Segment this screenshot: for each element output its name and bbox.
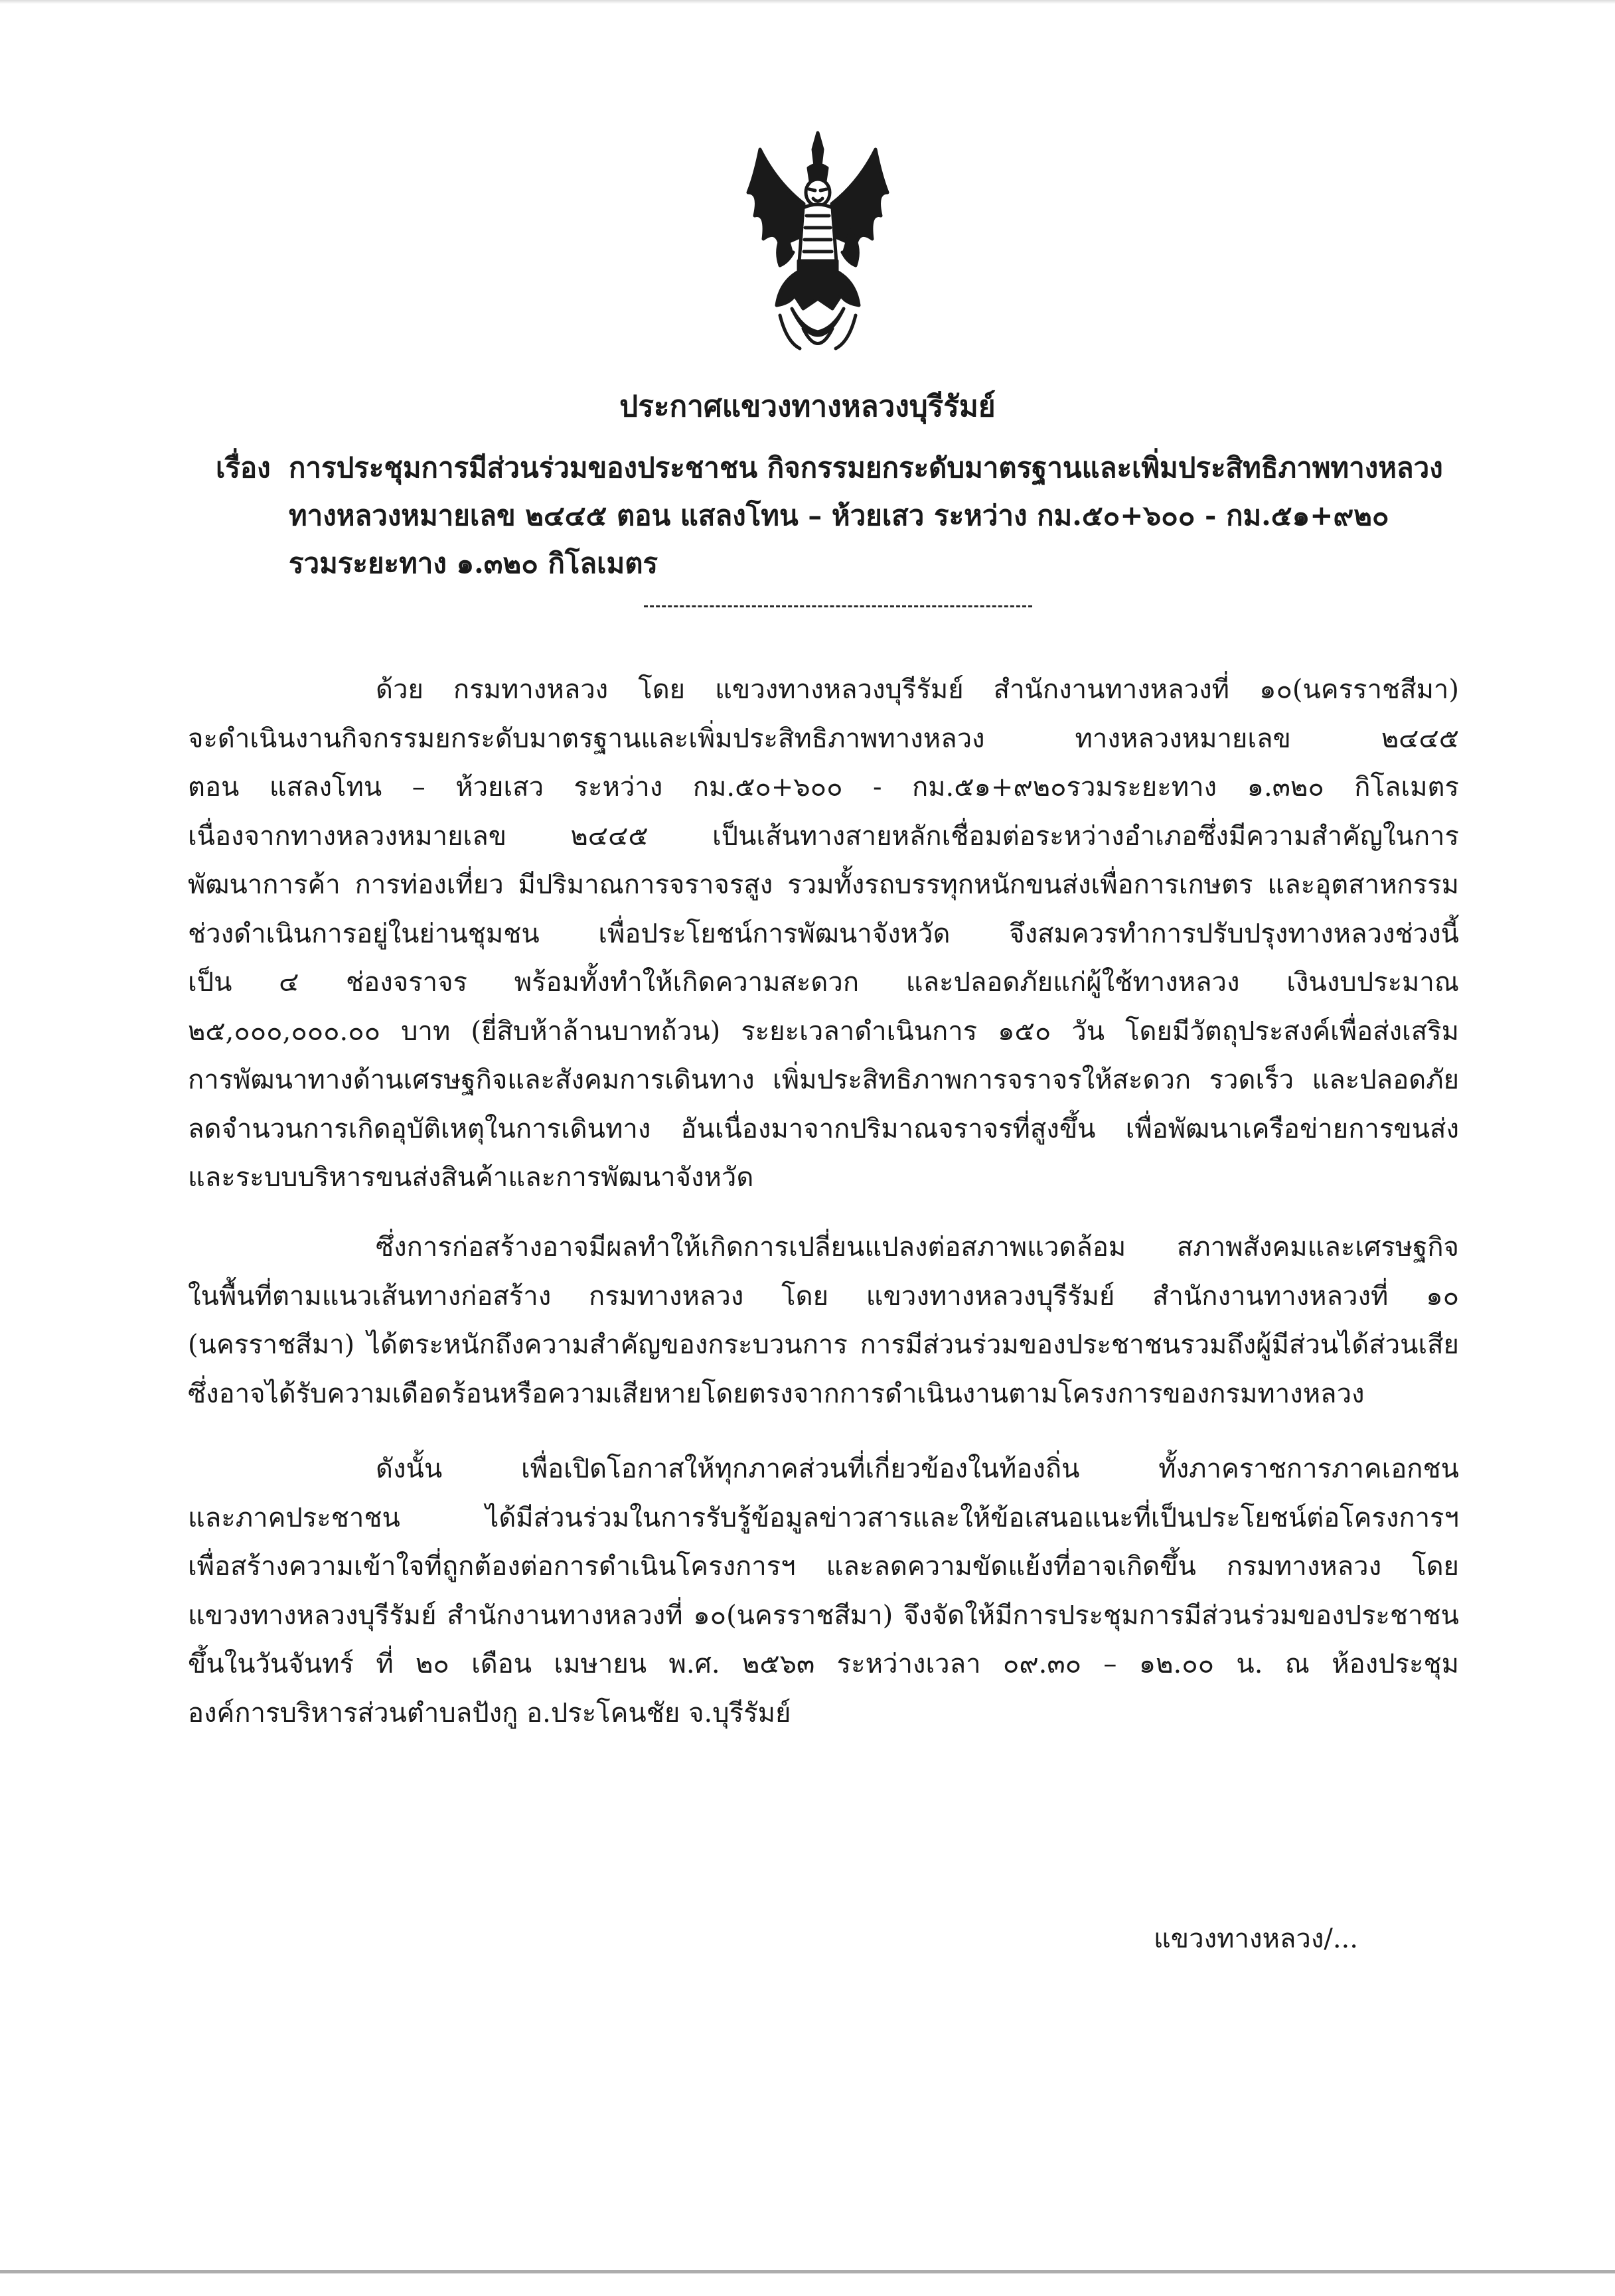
paragraph-line: ซึ่งอาจได้รับความเดือดร้อนหรือความเสียหายโดยตรงจากการดำเนินงานตามโครงการของกรมทางหลวง xyxy=(188,1378,1365,1409)
paragraph-line: ซึ่งการก่อสร้างอาจมีผลทำให้เกิดการเปลี่ยนแปลงต่อสภาพแวดล้อม สภาพสังคมและเศรษฐกิจ xyxy=(376,1232,1459,1263)
paragraph-line: เป็น ๔ ช่องจราจร พร้อมทั้งทำให้เกิดความสะดวก และปลอดภัยแก่ผู้ใช้ทางหลวง เงินงบประมาณ xyxy=(188,967,1459,998)
paragraph-line: ๒๕,๐๐๐,๐๐๐.๐๐ บาท (ยี่สิบห้าล้านบาทถ้วน) ระยะเวลาดำเนินการ ๑๕๐ วัน โดยมีวัตถุประสงค์เพื่อส่งเสริม xyxy=(188,1016,1459,1047)
notice-title: ประกาศแขวงทางหลวงบุรีรัมย์ xyxy=(619,390,996,423)
paragraph-line: จะดำเนินงานกิจกรรมยกระดับมาตรฐานและเพิ่มประสิทธิภาพทางหลวง ทางหลวงหมายเลข ๒๔๔๕ xyxy=(188,723,1459,754)
garuda-emblem xyxy=(740,129,896,365)
paragraph-line: เนื่องจากทางหลวงหมายเลข ๒๔๔๕ เป็นเส้นทางสายหลักเชื่อมต่อระหว่างอำเภอซึ่งมีความสำคัญในการ xyxy=(188,820,1459,852)
paragraph-line: ขึ้นในวันจันทร์ ที่ ๒๐ เดือน เมษายน พ.ศ. ๒๕๖๓ ระหว่างเวลา ๐๙.๓๐ – ๑๒.๐๐ น. ณ ห้องประชุม xyxy=(188,1649,1459,1679)
paragraph-meeting-announcement xyxy=(188,1445,1459,1738)
paragraph-line: ตอน แสลงโทน – ห้วยเสว ระหว่าง กม.๕๐+๖๐๐ - กม.๕๑+๙๒๐รวมระยะทาง ๑.๓๒๐ กิโลเมตร xyxy=(188,772,1459,803)
paragraph-project-description xyxy=(188,666,1459,1203)
scan-edge-bottom xyxy=(0,2270,1615,2273)
paragraph-line: และภาคประชาชน ได้มีส่วนร่วมในการรับรู้ข้อมูลข่าวสารและให้ข้อเสนอแนะที่เป็นประโยชน์ต่อโครงการฯ xyxy=(188,1502,1459,1533)
paragraph-line: (นครราชสีมา) ได้ตระหนักถึงความสำคัญของกระบวนการ การมีส่วนร่วมของประชาชนรวมถึงผู้มีส่วนได้ส่วนเสีย xyxy=(188,1330,1459,1360)
paragraph-line: แขวงทางหลวงบุรีรัมย์ สำนักงานทางหลวงที่ ๑๐(นครราชสีมา) จึงจัดให้มีการประชุมการมีส่วนร่วมของประชาชน xyxy=(188,1600,1459,1631)
subject-label: เรื่อง xyxy=(216,451,271,484)
subject-line-1: การประชุมการมีส่วนร่วมของประชาชน กิจกรรมยกระดับมาตรฐานและเพิ่มประสิทธิภาพทางหลวง xyxy=(289,451,1443,484)
paragraph-impact xyxy=(188,1223,1459,1418)
paragraph-line: พัฒนาการค้า การท่องเที่ยว มีปริมาณการจราจรสูง รวมทั้งรถบรรทุกหนักขนส่งเพื่อการเกษตร และอุตสาหกรรม xyxy=(188,870,1459,900)
paragraph-line: การพัฒนาทางด้านเศรษฐกิจและสังคมการเดินทาง เพิ่มประสิทธิภาพการจราจรให้สะดวก รวดเร็ว และปลอดภัย xyxy=(188,1065,1459,1095)
paragraph-line: ในพื้นที่ตามแนวเส้นทางก่อสร้าง กรมทางหลวง โดย แขวงทางหลวงบุรีรัมย์ สำนักงานทางหลวงที่ ๑๐ xyxy=(188,1280,1459,1312)
paragraph-line: ลดจำนวนการเกิดอุบัติเหตุในการเดินทาง อันเนื่องมาจากปริมาณจราจรที่สูงขึ้น เพื่อพัฒนาเครือข่ายการขนส่ง xyxy=(188,1113,1459,1144)
scan-edge-top xyxy=(0,0,1615,4)
subject-block xyxy=(216,444,1464,587)
paragraph-line: ด้วย กรมทางหลวง โดย แขวงทางหลวงบุรีรัมย์ สำนักงานทางหลวงที่ ๑๐(นครราชสีมา) xyxy=(376,674,1459,705)
paragraph-line: องค์การบริหารส่วนตำบลปังกู อ.ประโคนชัย จ.บุรีรัมย์ xyxy=(188,1697,791,1728)
paragraph-line: ดังนั้น เพื่อเปิดโอกาสให้ทุกภาคส่วนที่เกี่ยวข้องในท้องถิ่น ทั้งภาคราชการภาคเอกชน xyxy=(376,1454,1459,1484)
subject-line-2: ทางหลวงหมายเลข ๒๔๔๕ ตอน แสลงโทน – ห้วยเสว ระหว่าง กม.๕๐+๖๐๐ - กม.๕๑+๙๒๐ xyxy=(289,499,1389,532)
subject-line-3: รวมระยะทาง ๑.๓๒๐ กิโลเมตร xyxy=(289,547,658,579)
paragraph-line: เพื่อสร้างความเข้าใจที่ถูกต้องต่อการดำเนินโครงการฯ และลดความขัดแย้งที่อาจเกิดขึ้น กรมทางหลวง โดย xyxy=(188,1551,1459,1582)
page-continuation-marker: แขวงทางหลวง/... xyxy=(1154,1924,1358,1954)
header-divider xyxy=(644,605,1032,607)
paragraph-line: ช่วงดำเนินการอยู่ในย่านชุมชน เพื่อประโยชน์การพัฒนาจังหวัด จึงสมควรทำการปรับปรุงทางหลวงช่วงนี้ xyxy=(188,918,1459,949)
paragraph-line: และระบบบริหารขนส่งสินค้าและการพัฒนาจังหวัด xyxy=(188,1162,754,1193)
